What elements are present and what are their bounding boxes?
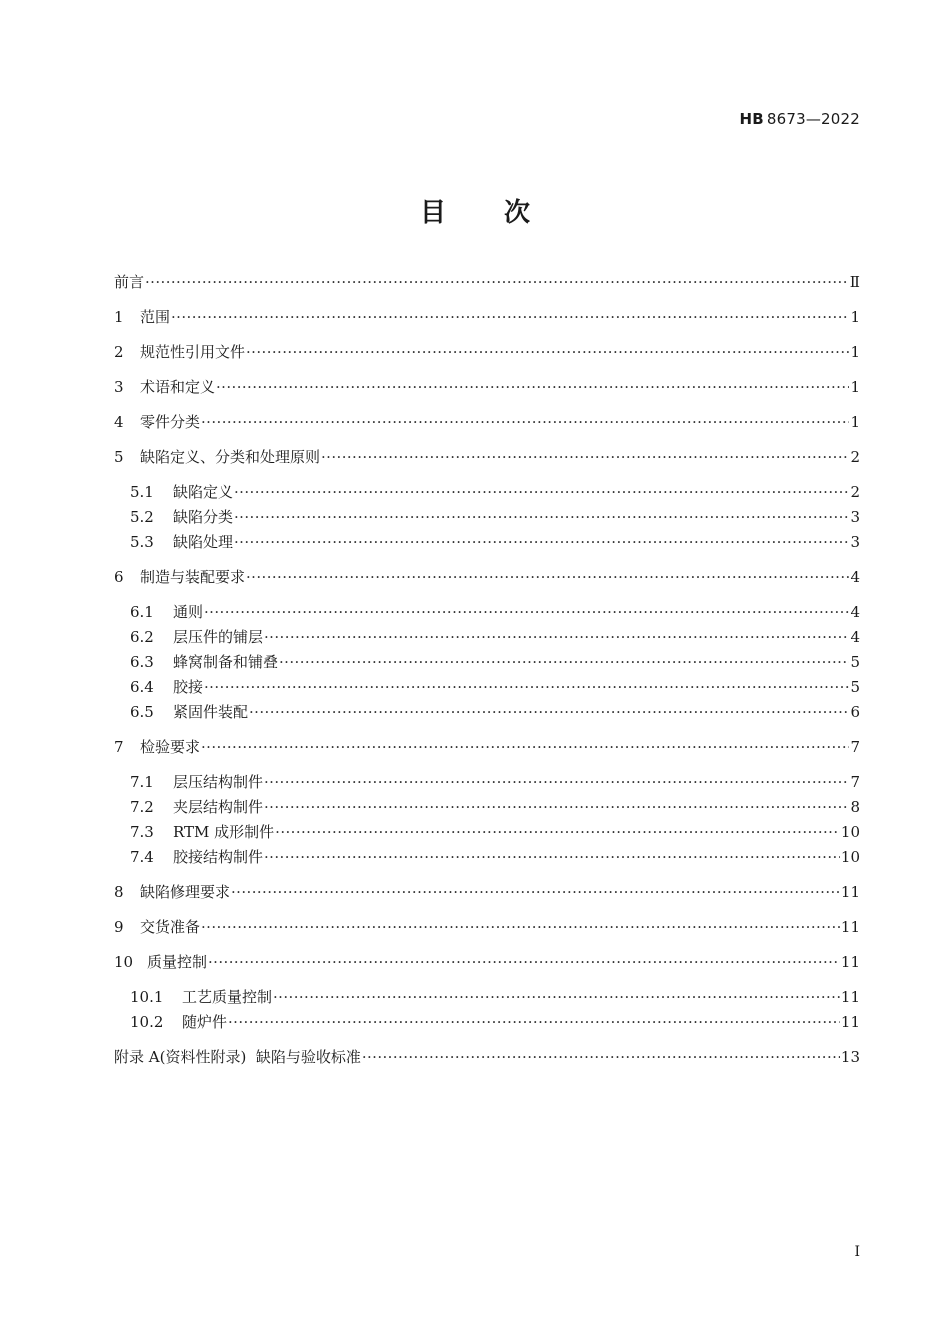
toc-entry-page: 6 — [850, 703, 860, 721]
toc-entry-page: Ⅱ — [849, 273, 860, 291]
toc-entry-number: 5.2 — [130, 508, 154, 526]
toc-entry[interactable] — [114, 795, 860, 820]
title-char-1: 目 — [419, 198, 446, 228]
toc-dot-leader — [246, 340, 849, 365]
toc-dot-leader — [279, 650, 849, 675]
toc-dot-leader — [273, 985, 840, 1010]
toc-dot-leader — [234, 480, 849, 505]
toc-entry-number: 5.3 — [130, 533, 154, 551]
toc-entry-number: 7.1 — [130, 773, 154, 791]
toc-entry-text: 紧固件装配 — [173, 703, 249, 721]
toc-entry-number: 8 — [114, 883, 124, 901]
toc-entry-title — [130, 845, 263, 870]
toc-entry[interactable] — [114, 700, 860, 725]
toc-entry-title — [130, 675, 203, 700]
toc-entry[interactable] — [114, 375, 860, 400]
toc-entry[interactable] — [114, 985, 860, 1010]
table-of-contents — [114, 270, 860, 1070]
toc-entry-number: 7.3 — [130, 823, 154, 841]
toc-entry-text: 制造与装配要求 — [140, 568, 246, 586]
toc-entry-title — [130, 480, 233, 505]
toc-entry-page: 1 — [850, 343, 860, 361]
toc-entry-title — [114, 735, 200, 760]
toc-entry-title — [130, 820, 274, 845]
toc-entry-page: 5 — [850, 653, 860, 671]
toc-entry-title — [114, 950, 207, 975]
toc-entry-page: 2 — [850, 448, 860, 466]
toc-entry-page: 5 — [850, 678, 860, 696]
standard-code: 8673—2022 — [766, 110, 860, 128]
toc-dot-leader — [201, 735, 849, 760]
toc-entry-number: 6.1 — [130, 603, 154, 621]
toc-entry-number: 6.4 — [130, 678, 154, 696]
toc-entry[interactable] — [114, 735, 860, 760]
toc-entry-number: 10.2 — [130, 1013, 164, 1031]
toc-entry-page: 11 — [840, 988, 860, 1006]
toc-dot-leader — [234, 505, 849, 530]
title-char-2: 次 — [504, 198, 531, 228]
toc-entry-page: 1 — [850, 378, 860, 396]
toc-entry-title — [130, 530, 233, 555]
toc-entry[interactable] — [114, 915, 860, 940]
toc-entry-text: 规范性引用文件 — [140, 343, 246, 361]
standard-prefix: HB — [739, 110, 764, 128]
toc-entry-text: 层压结构制件 — [173, 773, 264, 791]
toc-entry[interactable] — [114, 410, 860, 435]
toc-entry-text: 胶接结构制件 — [173, 848, 264, 866]
toc-dot-leader — [275, 820, 840, 845]
toc-entry[interactable] — [114, 600, 860, 625]
toc-entry-number: 4 — [114, 413, 124, 431]
toc-entry-title — [114, 375, 215, 400]
toc-entry-title — [130, 985, 272, 1010]
toc-entry-number: 7.4 — [130, 848, 154, 866]
toc-entry[interactable] — [114, 505, 860, 530]
toc-entry-number: 10 — [114, 953, 134, 971]
toc-entry-number: 1 — [114, 308, 124, 326]
toc-entry-text: 缺陷分类 — [173, 508, 234, 526]
toc-entry-text: 附录 A(资料性附录) 缺陷与验收标准 — [114, 1048, 361, 1066]
toc-entry-title — [114, 270, 144, 295]
toc-entry-number: 7 — [114, 738, 124, 756]
toc-entry[interactable] — [114, 880, 860, 905]
page-title — [0, 192, 950, 229]
toc-entry[interactable] — [114, 340, 860, 365]
toc-entry-text: 缺陷定义 — [173, 483, 234, 501]
toc-dot-leader — [204, 675, 849, 700]
toc-entry-text: 交货准备 — [140, 918, 201, 936]
toc-entry-page: 4 — [850, 568, 860, 586]
toc-entry[interactable] — [114, 1045, 860, 1070]
toc-entry-number: 6.2 — [130, 628, 154, 646]
toc-entry-text: 缺陷修理要求 — [140, 883, 231, 901]
toc-entry-text: 检验要求 — [140, 738, 201, 756]
toc-entry-text: 随炉件 — [182, 1013, 228, 1031]
toc-dot-leader — [145, 270, 849, 295]
toc-entry-page: 1 — [850, 413, 860, 431]
toc-entry-number: 5 — [114, 448, 124, 466]
toc-entry-page: 10 — [840, 848, 860, 866]
toc-entry-page: 3 — [850, 533, 860, 551]
toc-entry-title — [114, 305, 170, 330]
toc-entry-number: 6 — [114, 568, 124, 586]
toc-dot-leader — [228, 1010, 840, 1035]
toc-dot-leader — [231, 880, 840, 905]
toc-entry-page: 10 — [840, 823, 860, 841]
toc-entry[interactable] — [114, 845, 860, 870]
toc-entry-page: 7 — [850, 738, 860, 756]
toc-entry-text: 范围 — [140, 308, 171, 326]
standard-number — [739, 110, 860, 128]
toc-dot-leader — [234, 530, 849, 555]
toc-entry-title — [114, 915, 200, 940]
toc-entry-text: 蜂窝制备和铺叠 — [173, 653, 279, 671]
toc-entry-text: 层压件的铺层 — [173, 628, 264, 646]
toc-entry-title — [130, 795, 263, 820]
toc-dot-leader — [208, 950, 840, 975]
toc-dot-leader — [362, 1045, 840, 1070]
toc-entry[interactable] — [114, 675, 860, 700]
toc-entry-page: 3 — [850, 508, 860, 526]
toc-entry-title — [114, 880, 230, 905]
toc-entry-page: 11 — [840, 1013, 860, 1031]
toc-entry-title — [114, 445, 320, 470]
toc-entry-text: 质量控制 — [147, 953, 208, 971]
toc-entry[interactable] — [114, 270, 860, 295]
toc-entry-text: 夹层结构制件 — [173, 798, 264, 816]
toc-entry-page: 1 — [850, 308, 860, 326]
toc-entry-title — [130, 505, 233, 530]
toc-dot-leader — [249, 700, 849, 725]
toc-entry-text: RTM 成形制件 — [173, 823, 275, 841]
toc-entry-number: 6.5 — [130, 703, 154, 721]
toc-entry-number: 6.3 — [130, 653, 154, 671]
toc-entry-text: 通则 — [173, 603, 204, 621]
toc-entry-number: 10.1 — [130, 988, 164, 1006]
toc-entry[interactable] — [114, 625, 860, 650]
toc-entry-number: 7.2 — [130, 798, 154, 816]
toc-entry-text: 缺陷处理 — [173, 533, 234, 551]
toc-entry[interactable] — [114, 950, 860, 975]
toc-entry-text: 缺陷定义、分类和处理原则 — [140, 448, 321, 466]
toc-dot-leader — [216, 375, 849, 400]
toc-dot-leader — [246, 565, 849, 590]
toc-entry-title — [130, 700, 248, 725]
toc-dot-leader — [201, 410, 849, 435]
page-number: I — [854, 1244, 860, 1260]
toc-entry-number: 3 — [114, 378, 124, 396]
toc-entry[interactable] — [114, 305, 860, 330]
toc-entry-number: 9 — [114, 918, 124, 936]
toc-entry-page: 2 — [850, 483, 860, 501]
toc-entry-title — [130, 650, 278, 675]
toc-entry[interactable] — [114, 565, 860, 590]
toc-entry-page: 4 — [850, 628, 860, 646]
toc-dot-leader — [264, 795, 849, 820]
toc-dot-leader — [204, 600, 849, 625]
toc-entry-title — [114, 340, 245, 365]
toc-dot-leader — [171, 305, 849, 330]
toc-entry-page: 11 — [840, 918, 860, 936]
toc-entry-title — [130, 600, 203, 625]
toc-entry[interactable] — [114, 650, 860, 675]
toc-entry-page: 8 — [850, 798, 860, 816]
toc-entry-number: 2 — [114, 343, 124, 361]
toc-entry[interactable] — [114, 445, 860, 470]
toc-dot-leader — [264, 625, 849, 650]
toc-entry-title — [130, 770, 263, 795]
toc-dot-leader — [321, 445, 849, 470]
toc-entry[interactable] — [114, 530, 860, 555]
toc-dot-leader — [264, 845, 840, 870]
toc-entry-title — [114, 1045, 361, 1070]
toc-entry-title — [114, 565, 245, 590]
toc-entry-page: 4 — [850, 603, 860, 621]
toc-entry[interactable] — [114, 770, 860, 795]
toc-dot-leader — [264, 770, 849, 795]
toc-entry-page: 11 — [840, 883, 860, 901]
toc-entry-number: 5.1 — [130, 483, 154, 501]
toc-entry[interactable] — [114, 480, 860, 505]
toc-entry[interactable] — [114, 820, 860, 845]
toc-entry-text: 胶接 — [173, 678, 204, 696]
toc-entry[interactable] — [114, 1010, 860, 1035]
toc-entry-text: 前言 — [114, 273, 145, 291]
toc-entry-page: 13 — [840, 1048, 860, 1066]
toc-entry-page: 11 — [840, 953, 860, 971]
toc-entry-title — [114, 410, 200, 435]
toc-entry-text: 工艺质量控制 — [182, 988, 273, 1006]
toc-entry-title — [130, 625, 263, 650]
toc-dot-leader — [201, 915, 840, 940]
toc-entry-text: 术语和定义 — [140, 378, 216, 396]
toc-entry-page: 7 — [850, 773, 860, 791]
toc-entry-text: 零件分类 — [140, 413, 201, 431]
toc-entry-title — [130, 1010, 227, 1035]
